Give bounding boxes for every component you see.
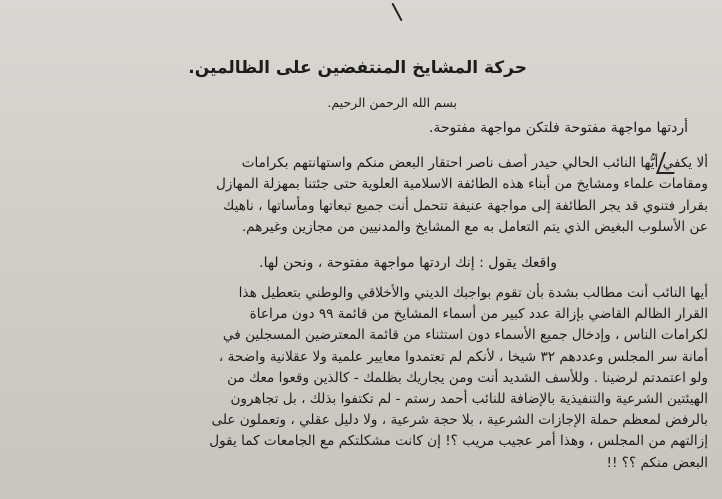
reality-line: واقعك يقول : إنك اردتها مواجهة مفتوحة ، ونحن لها. <box>259 255 557 271</box>
basmala-line: بسم الله الرحمن الرحيم. <box>327 95 457 110</box>
paragraph-1 <box>0 153 708 238</box>
paragraph-1-line: ألا يكفي أيُّها النائب الحالي حيدر أصف ناصر احتقار البعض منكم واستهانتهم بكرامات <box>241 155 708 171</box>
paragraph-2 <box>0 283 708 474</box>
paragraph-2-line: إزالتهم من المجلس ، وهذا أمر عجيب مريب ؟! إن كانت مشكلتكم مع الجامعات كما يقول <box>209 433 708 450</box>
paragraph-2-line: القرار الظالم القاضي بإزالة عدد كبير من أسماء المشايخ من قائمة ٩٩ دون مراعاة <box>249 306 708 323</box>
paragraph-2-line: الهيئتين الشرعية والتنفيذية بالإضافة للنائب أحمد رستم - لم تكتفوا بذلك ، بل تجاهرون <box>230 391 708 408</box>
pen-mark <box>391 3 402 22</box>
paragraph-2-line: أيها النائب أنت مطالب بشدة بأن تقوم بواجبك الديني والأخلاقي والوطني بتعطيل هذا <box>238 285 708 301</box>
paragraph-2-line: أمانة سر المجلس وعددهم ٣٢ شيخا ، لأنكم لم تعتمدوا معايير علمية ولا عقلانية واضحة ، <box>218 348 708 365</box>
paragraph-2-line: ولو اعتمدتم لرضينا . وللأسف الشديد أنت ومن يجاريك بظلمك - كالذين وقعوا معك من <box>227 369 708 386</box>
document-title: حركة المشايخ المنتفضين على الظالمين. <box>188 58 527 78</box>
intro-line: أردتها مواجهة مفتوحة فلتكن مواجهة مفتوحة. <box>428 120 688 136</box>
paragraph-2-line: بالرفض لمعظم حملة الإجازات الشرعية ، بلا حجة شرعية ، ولا دليل عقلي ، وتعملون على <box>211 412 708 429</box>
paragraph-1-line: ومقامات علماء ومشايخ من أبناء هذه الطائفة الاسلامية العلوية حتى جئتنا بمهزلة المهازل <box>216 176 708 193</box>
paragraph-2-line: البعض منكم ؟؟ !! <box>606 454 708 471</box>
paragraph-1-line: عن الأسلوب البغيض الذي يتم التعامل به مع المشايخ والمدنيين من مجازين وغيرهم. <box>241 218 708 235</box>
paragraph-1-line: بقرار فتنوي قد يجر الطائفة إلى مواجهة عنيفة تتحمل أنت جميع تبعاتها ومأساتها ، ناهيك <box>223 197 708 214</box>
paragraph-2-line: لكرامات الناس ، وإدخال جميع الأسماء دون استثناء من قائمة المعترضين المسجلين في <box>222 327 708 344</box>
